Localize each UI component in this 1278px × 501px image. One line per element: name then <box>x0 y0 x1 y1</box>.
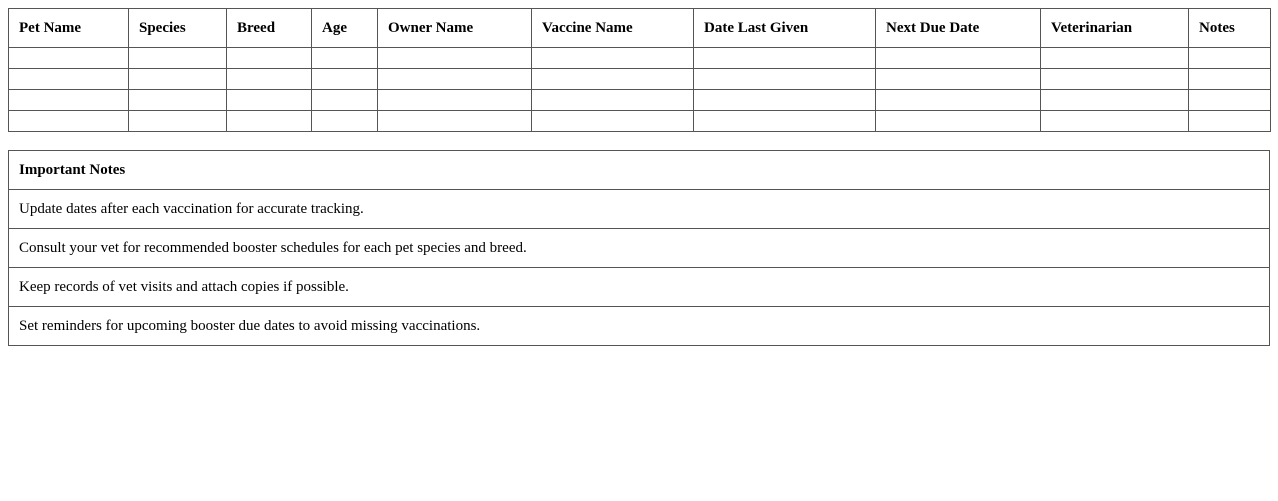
table-cell[interactable] <box>1041 90 1189 111</box>
table-cell[interactable] <box>694 111 876 132</box>
header-date-last-given: Date Last Given <box>694 9 876 48</box>
table-cell[interactable] <box>227 69 312 90</box>
table-cell[interactable] <box>312 69 378 90</box>
table-cell[interactable] <box>1041 69 1189 90</box>
table-cell[interactable] <box>378 111 532 132</box>
table-cell[interactable] <box>312 90 378 111</box>
table-row <box>9 69 1271 90</box>
header-species: Species <box>129 9 227 48</box>
note-row <box>9 268 1270 307</box>
header-pet-name: Pet Name <box>9 9 129 48</box>
table-cell[interactable] <box>378 90 532 111</box>
table-cell[interactable] <box>227 90 312 111</box>
note-row <box>9 190 1270 229</box>
header-age: Age <box>312 9 378 48</box>
important-notes-table <box>8 150 1270 346</box>
table-cell[interactable] <box>532 111 694 132</box>
header-next-due-date: Next Due Date <box>876 9 1041 48</box>
table-cell[interactable] <box>9 90 129 111</box>
note-item: Consult your vet for recommended booster schedules for each pet species and breed. <box>9 229 1270 268</box>
note-row <box>9 229 1270 268</box>
header-veterinarian: Veterinarian <box>1041 9 1189 48</box>
table-cell[interactable] <box>9 111 129 132</box>
table-cell[interactable] <box>378 48 532 69</box>
table-cell[interactable] <box>1189 48 1271 69</box>
note-item: Keep records of vet visits and attach copies if possible. <box>9 268 1270 307</box>
table-row <box>9 111 1271 132</box>
table-cell[interactable] <box>532 48 694 69</box>
table-cell[interactable] <box>876 111 1041 132</box>
table-cell[interactable] <box>876 90 1041 111</box>
table-cell[interactable] <box>694 69 876 90</box>
table-cell[interactable] <box>312 48 378 69</box>
table-cell[interactable] <box>129 69 227 90</box>
table-row <box>9 48 1271 69</box>
table-cell[interactable] <box>532 69 694 90</box>
table-cell[interactable] <box>876 69 1041 90</box>
table-cell[interactable] <box>227 48 312 69</box>
header-owner-name: Owner Name <box>378 9 532 48</box>
table-row <box>9 90 1271 111</box>
header-breed: Breed <box>227 9 312 48</box>
table-cell[interactable] <box>227 111 312 132</box>
header-notes: Notes <box>1189 9 1271 48</box>
table-cell[interactable] <box>312 111 378 132</box>
table-cell[interactable] <box>1189 90 1271 111</box>
table-cell[interactable] <box>9 48 129 69</box>
vaccination-table <box>8 8 1271 132</box>
table-cell[interactable] <box>1041 48 1189 69</box>
table-cell[interactable] <box>378 69 532 90</box>
table-cell[interactable] <box>129 48 227 69</box>
table-cell[interactable] <box>9 69 129 90</box>
note-row <box>9 307 1270 346</box>
table-cell[interactable] <box>694 90 876 111</box>
table-cell[interactable] <box>1041 111 1189 132</box>
table-cell[interactable] <box>532 90 694 111</box>
note-item: Update dates after each vaccination for accurate tracking. <box>9 190 1270 229</box>
table-header-row <box>9 9 1271 48</box>
table-cell[interactable] <box>694 48 876 69</box>
table-cell[interactable] <box>1189 69 1271 90</box>
header-vaccine-name: Vaccine Name <box>532 9 694 48</box>
note-item: Set reminders for upcoming booster due dates to avoid missing vaccinations. <box>9 307 1270 346</box>
table-cell[interactable] <box>876 48 1041 69</box>
table-cell[interactable] <box>129 90 227 111</box>
table-cell[interactable] <box>1189 111 1271 132</box>
notes-heading: Important Notes <box>9 151 1270 190</box>
table-cell[interactable] <box>129 111 227 132</box>
notes-heading-row <box>9 151 1270 190</box>
